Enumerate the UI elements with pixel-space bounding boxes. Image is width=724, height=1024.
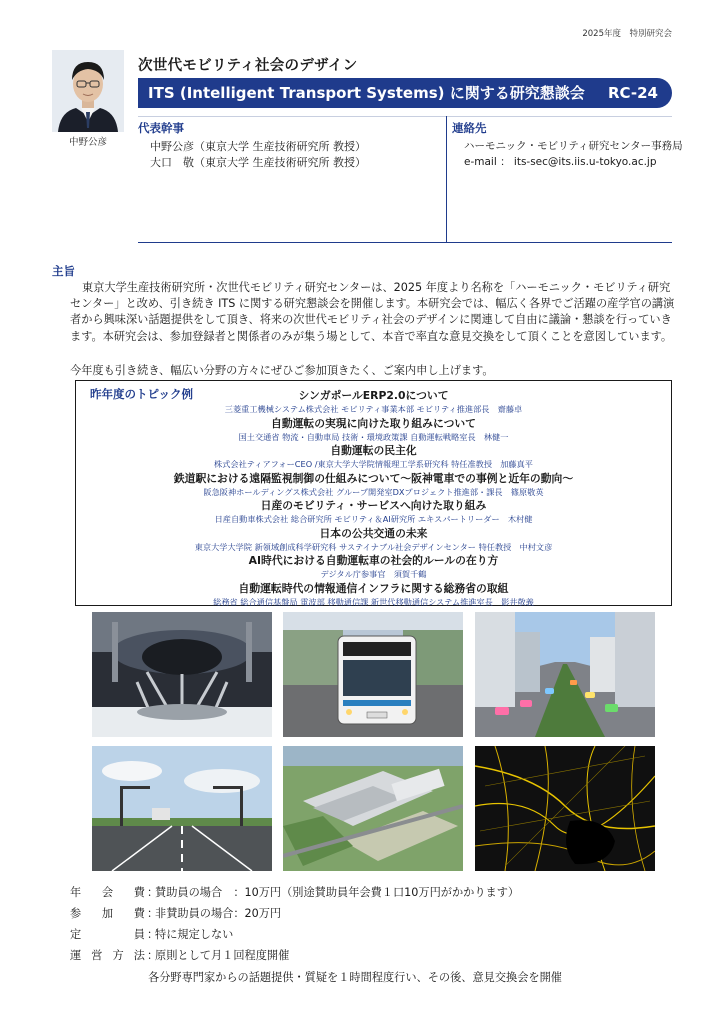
annual-fee-value: 賛助員の場合 ：10万円（別途賛助員年会費１口10万円がかかります） bbox=[155, 886, 520, 899]
topic-speaker: 国土交通省 物流・自動車局 技術・環境政策課 自動運転戦略室長 林健一 bbox=[238, 431, 509, 442]
participation-fee-row: 参加費 ：非賛助員の場合：20万円 bbox=[70, 907, 282, 920]
contact-heading: 連絡先 bbox=[452, 121, 487, 135]
purpose-body: 東京大学生産技術研究所・次世代モビリティ研究センターは、2025 年度より名称を「ハーモニック・モビリティ研究センター」と改め、引き続き ITS に関する研究懇談会を開催します。本研究会では、幅広く各界でご活躍の産学官の講演者から興味深い話題提供をして頂き、将来の次世代モビリティ社会のデザインに関連して自由に議論・懇談を行っていきます。本研究会は、参加登録者と関係者のみが集う場として、本音で率直な意見交換をして頂くことを意図しています。 bbox=[70, 281, 675, 343]
research-campus-aerial-photo bbox=[283, 746, 463, 871]
title-bar bbox=[138, 78, 672, 108]
topic-title: 自動運転時代の情報通信インフラに関する総務省の取組 bbox=[238, 581, 509, 595]
capacity-label: 定員 bbox=[70, 928, 145, 941]
traffic-network-map-photo bbox=[475, 746, 655, 871]
page-title: ITS (Intelligent Transport Systems) に関する研究懇談会 bbox=[148, 84, 585, 102]
bus-photo bbox=[283, 612, 463, 737]
topic-speaker: 東京大学大学院 新領域創成科学研究科 サステイナブル社会デザインセンター 特任教授 中村文彦 bbox=[194, 541, 553, 552]
purpose-heading: 主旨 bbox=[52, 264, 75, 278]
test-track-photo bbox=[92, 746, 272, 871]
annual-fee-label: 年会費 bbox=[70, 886, 145, 899]
operation-note: 各分野専門家からの話題提供・質疑を１時間程度行い、その後、意見交換会を開催 bbox=[148, 971, 562, 984]
operation-row: 運営方法 ：原則として月１回程度開催 bbox=[70, 949, 290, 962]
topics-box bbox=[75, 380, 672, 606]
topic-speaker: 阪急阪神ホールディングス株式会社 グループ開発室DXプロジェクト推進部・課長 篠原敬英 bbox=[203, 486, 544, 497]
topic-title: AI時代における自動運転車の社会的ルールの在り方 bbox=[248, 554, 499, 567]
contact-office: ハーモニック・モビリティ研究センター事務局 bbox=[464, 140, 683, 152]
participation-fee-label: 参加費 bbox=[70, 907, 145, 920]
annual-fee-row: 年会費 ：賛助員の場合 ：10万円（別途賛助員年会費１口10万円がかかります） bbox=[70, 886, 520, 899]
organizer-item: 大口 敬（東京大学 生産技術研究所 教授） bbox=[150, 156, 366, 169]
topic-speaker: 三菱重工機械システム株式会社 モビリティ事業本部 モビリティ推進部長 齋藤卓 bbox=[224, 404, 523, 414]
topic-speaker: 日産自動車株式会社 総合研究所 モビリティ＆AI研究所 エキスパートリーダー 木村健 bbox=[214, 514, 533, 524]
topic-title: 日本の公共交通の未来 bbox=[319, 526, 428, 540]
topic-title: 鉄道駅における遠隔監視制御の仕組みについて～阪神電車での事例と近年の動向～ bbox=[173, 471, 574, 485]
course-code: RC-24 bbox=[607, 84, 658, 102]
operation-value: 原則として月１回程度開催 bbox=[155, 949, 290, 962]
topic-title: 日産のモビリティ・サービスへ向けた取り組み bbox=[260, 499, 487, 512]
topics-heading: 昨年度のトピック例 bbox=[90, 387, 194, 401]
operation-label: 運営方法 bbox=[70, 949, 145, 962]
topic-speaker: 株式会社ティアフォーCEO /東京大学大学院情報理工学系研究科 特任准教授 加藤真平 bbox=[214, 459, 533, 469]
topic-speaker: デジタル庁参事官 須賀千鶴 bbox=[320, 569, 427, 579]
topics-list bbox=[76, 388, 671, 608]
driving-simulator-photo bbox=[92, 612, 272, 737]
divider-vertical bbox=[446, 116, 447, 242]
city-simulation-photo bbox=[475, 612, 655, 737]
topic-speaker: 総務省 総合通信基盤局 電波部 移動通信課 新世代移動通信システム推進室長 影井敬義 bbox=[213, 596, 534, 607]
capacity-value: 特に規定しない bbox=[155, 928, 234, 941]
topic-title: シンガポールERP2.0について bbox=[298, 389, 449, 402]
organizer-item: 中野公彦（東京大学 生産技術研究所 教授） bbox=[150, 140, 366, 153]
portrait-name: 中野公彦 bbox=[68, 137, 107, 148]
participation-fee-value: 非賛助員の場合：20万円 bbox=[155, 907, 282, 920]
divider-bottom bbox=[138, 242, 672, 243]
purpose-closing: 今年度も引き続き、幅広い分野の方々にぜひご参加頂きたく、ご案内申し上げます。 bbox=[70, 364, 494, 377]
year-label: 2025年度 特別研究会 bbox=[582, 29, 672, 39]
page-subtitle: 次世代モビリティ社会のデザイン bbox=[138, 58, 358, 74]
topic-title: 自動運転の実現に向けた取り組みについて bbox=[271, 416, 476, 430]
capacity-row: 定員 ：特に規定しない bbox=[70, 928, 234, 941]
divider-top bbox=[138, 116, 672, 117]
contact-email[interactable]: e-mail ： its-sec@its.iis.u-tokyo.ac.jp bbox=[464, 156, 657, 168]
portrait-photo bbox=[52, 50, 124, 132]
organizers-heading: 代表幹事 bbox=[138, 121, 184, 135]
topic-title: 自動運転の民主化 bbox=[330, 444, 417, 457]
